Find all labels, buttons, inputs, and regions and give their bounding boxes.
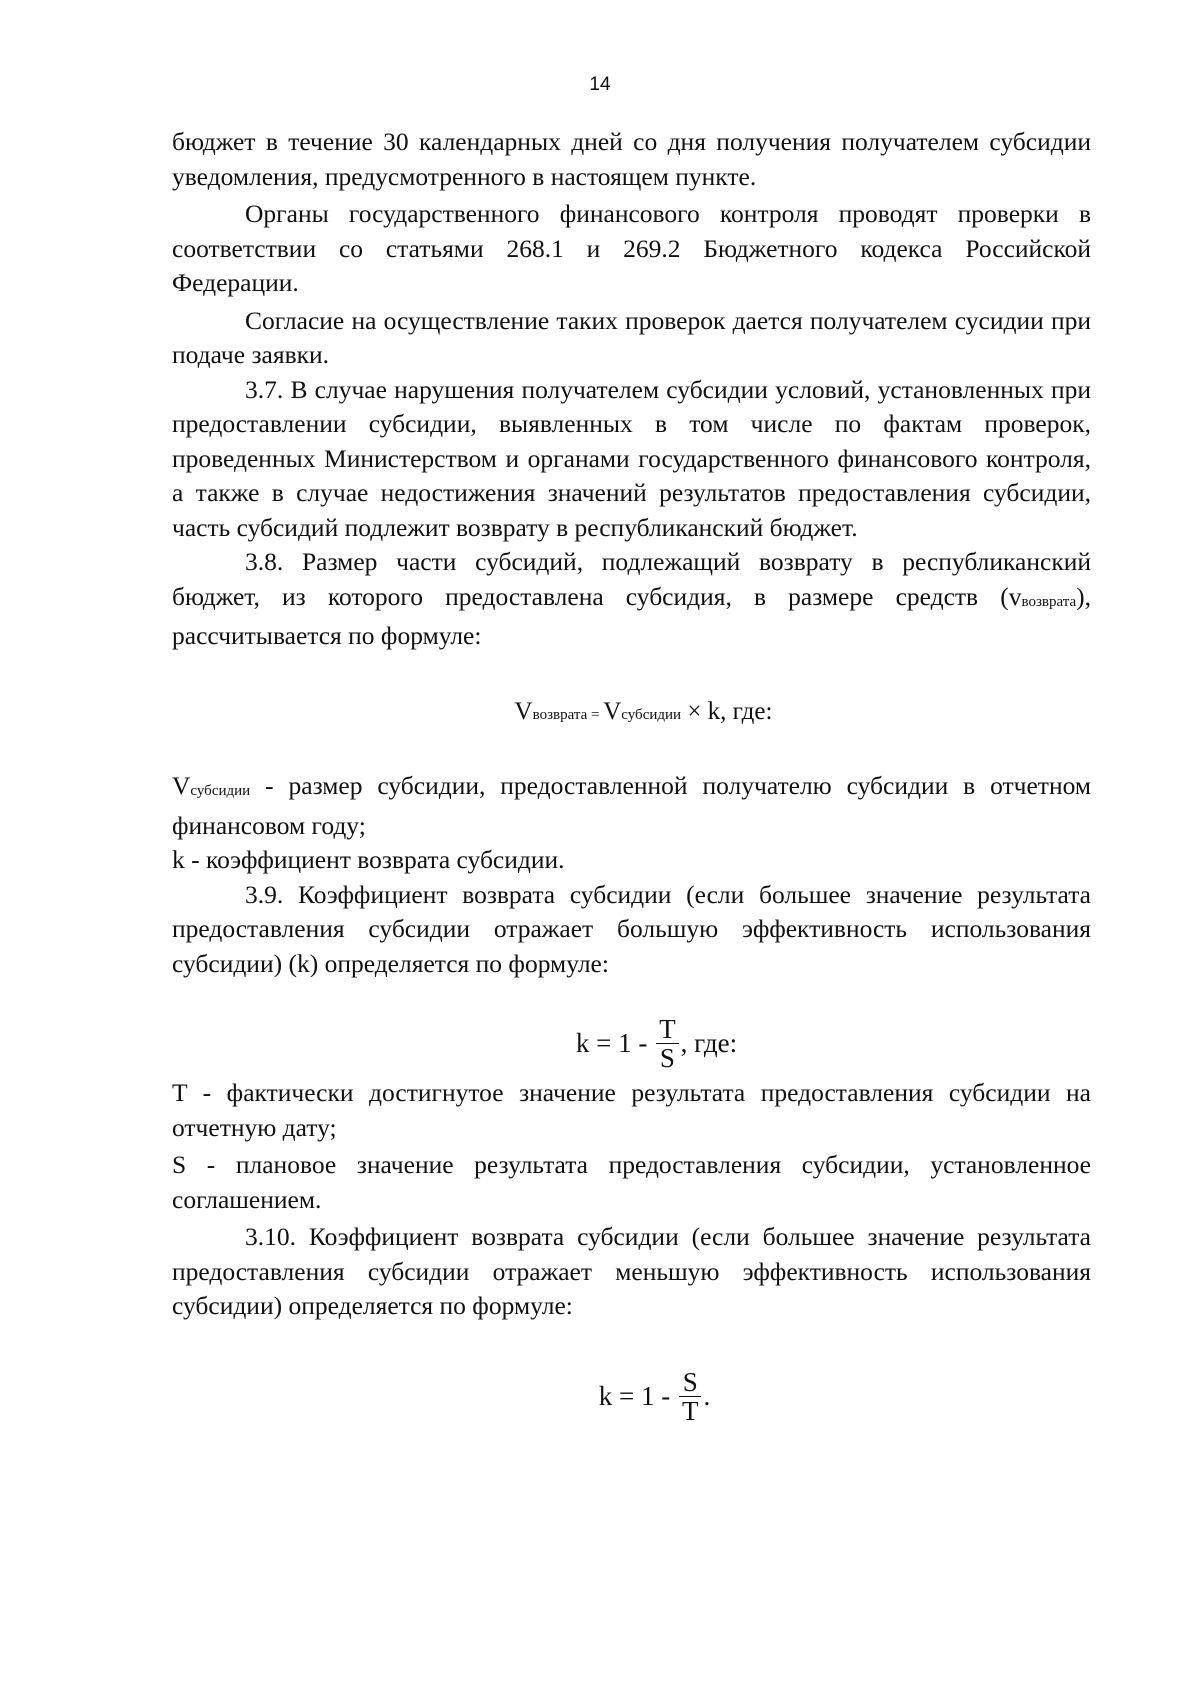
formula3-fraction bbox=[679, 1368, 702, 1425]
formula2-numerator: T bbox=[656, 1015, 679, 1044]
paragraph-3-8 bbox=[172, 545, 1091, 654]
formula2-lhs: k = 1 - bbox=[575, 1028, 655, 1058]
definition-s: S - плановое значение результата предоставления субсидии, установленное соглашением. bbox=[172, 1150, 1091, 1214]
formula3-numerator: S bbox=[679, 1368, 702, 1397]
paragraph-3-7: 3.7. В случае нарушения получателем субсидии условий, установленных при предоставлении субсидии, выявленных в том числе по фактам проверок, проведенных Министерством и органами государственного финансового контроля, а также в случае недостижения значений результатов предоставления субсидии, часть субсидий подлежит возврату в республиканский бюджет. bbox=[172, 374, 1091, 542]
page-number: 14 bbox=[589, 74, 611, 95]
definition-t: T - фактически достигнутое значение результата предоставления субсидии на отчетную дату; bbox=[172, 1078, 1091, 1142]
document-body bbox=[172, 125, 1091, 1425]
paragraph-consent: Согласие на осуществление таких проверок дается получателем сусидии при подаче заявки. bbox=[172, 305, 1091, 369]
paragraph-3-8-text: 3.8. Размер части субсидий, подлежащий возврату в республиканский бюджет, из которого предоставлена субсидия, в размере средств (v bbox=[172, 547, 1091, 611]
paragraph-3-8-tail: ), рассчитывается по формуле: bbox=[172, 581, 1091, 650]
paragraph-control-bodies: Органы государственного финансового контроля проводят проверки в соответствии со статьями 268.1 и 269.2 Бюджетного кодекса Российской Федерации. bbox=[172, 199, 1091, 297]
def-v-text: - размер субсидии, предоставленной получателю субсидии в отчетном финансовом году; bbox=[172, 771, 1091, 840]
paragraph-3-10: 3.10. Коэффициент возврата субсидии (если большее значение результата предоставления субсидии отражает меньшую эффективность использования субсидии) определяется по формуле: bbox=[172, 1222, 1091, 1320]
def-v-subscript: субсидии bbox=[190, 783, 251, 799]
formula-coefficient-k2 bbox=[172, 1368, 1091, 1425]
formula2-tail: , где: bbox=[680, 1028, 738, 1058]
formula1-eq: = bbox=[587, 706, 604, 723]
formula3-denominator: T bbox=[681, 1395, 699, 1426]
formula1-rest: × k, где: bbox=[681, 697, 773, 725]
formula1-v2: V bbox=[603, 697, 622, 725]
formula1-sub1: возврата bbox=[532, 706, 588, 723]
formula3-tail: . bbox=[703, 1380, 711, 1411]
formula2-fraction bbox=[656, 1015, 679, 1072]
formula-return-amount bbox=[172, 695, 1091, 733]
paragraph-3-9: 3.9. Коэффициент возврата субсидии (если большее значение результата предоставления субсидии отражает большую эффективность использования субсидии) (k) определяется по формуле: bbox=[172, 879, 1091, 978]
paragraph-budget-return: бюджет в течение 30 календарных дней со дня получения получателем субсидии уведомления, предусмотренного в настоящем пункте. bbox=[172, 127, 1091, 191]
paragraph-3-8-subscript: возврата bbox=[1021, 593, 1077, 610]
formula1-v1: V bbox=[514, 697, 533, 725]
formula-coefficient-k1 bbox=[172, 1015, 1091, 1072]
definition-k: k - коэффициент возврата субсидии. bbox=[172, 845, 565, 874]
def-v-symbol: V bbox=[172, 771, 191, 800]
formula3-lhs: k = 1 - bbox=[598, 1380, 677, 1411]
formula2-denominator: S bbox=[659, 1043, 675, 1073]
formula1-sub2: субсидии bbox=[621, 706, 682, 723]
definition-v-subsidy bbox=[172, 769, 1091, 843]
